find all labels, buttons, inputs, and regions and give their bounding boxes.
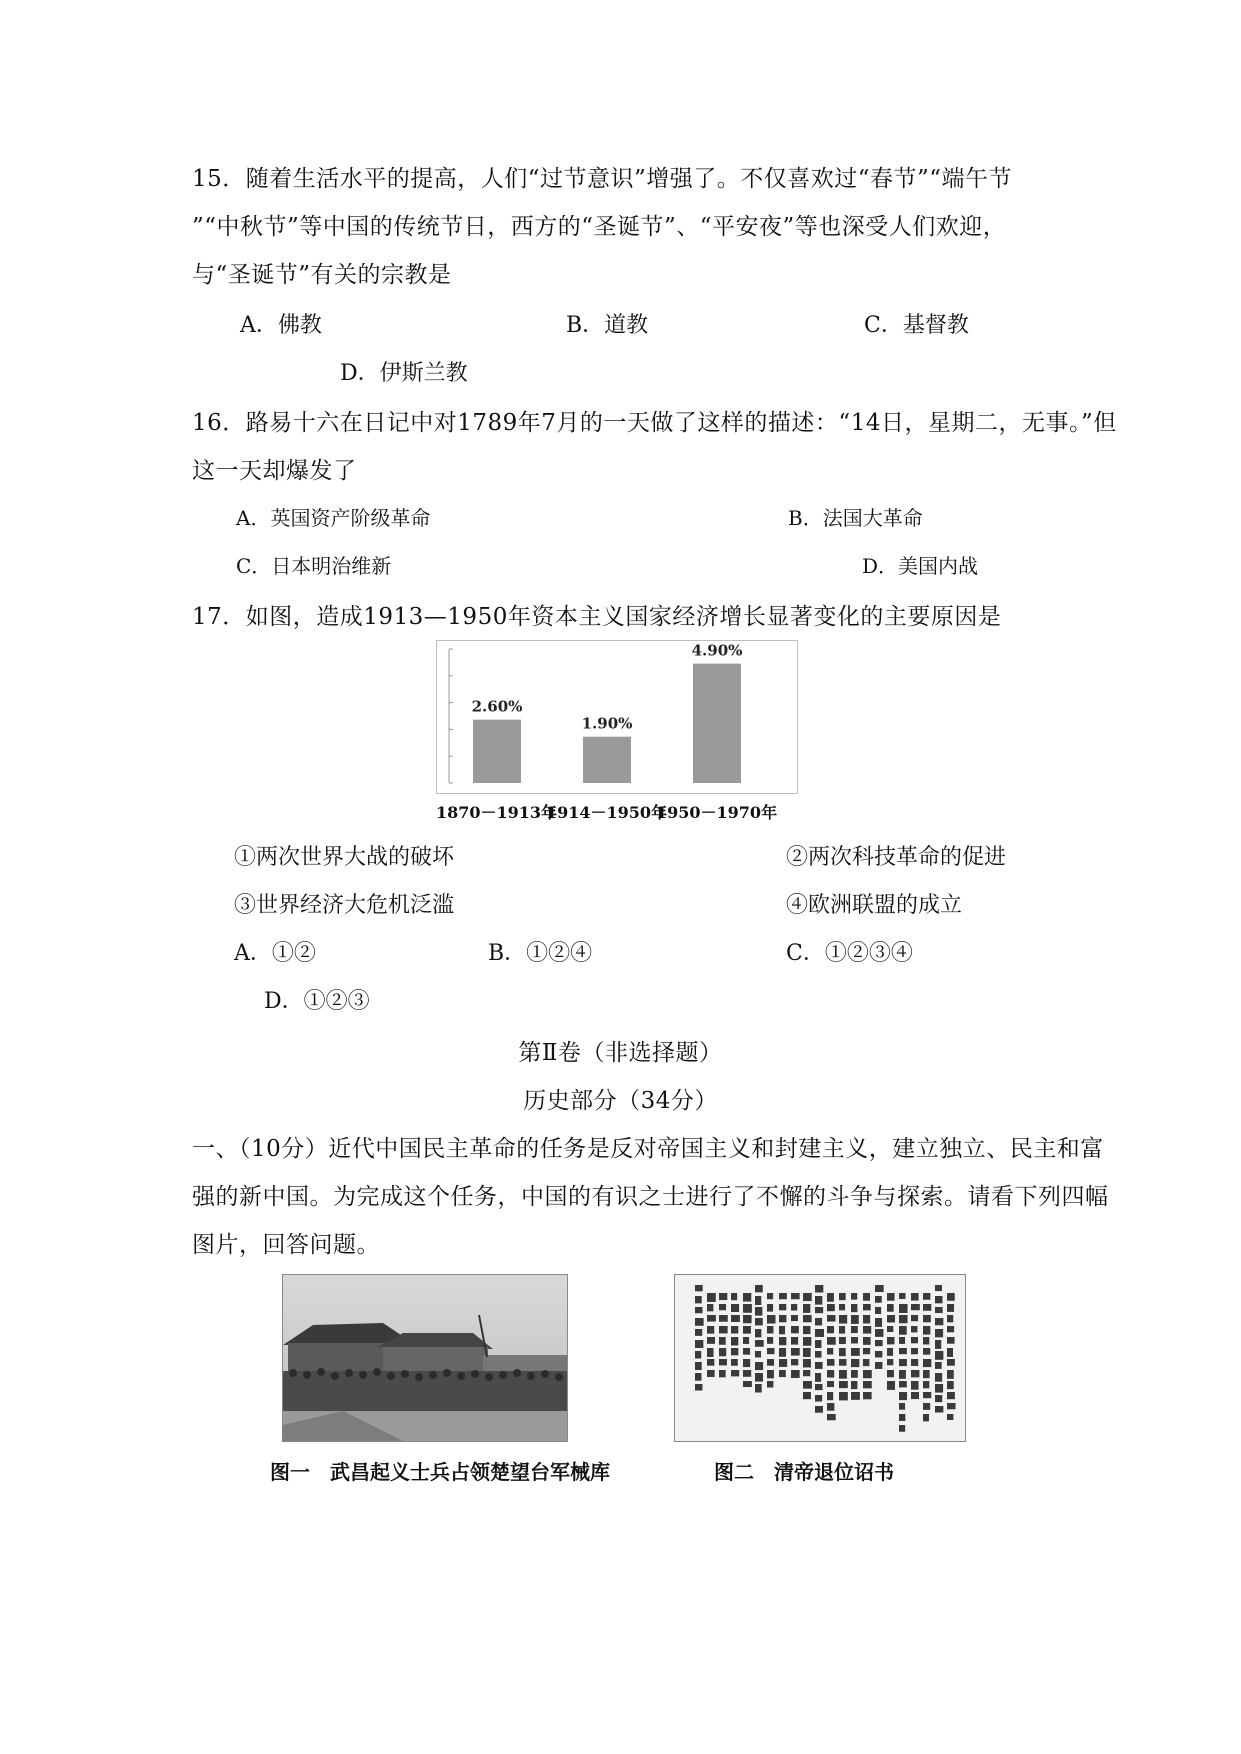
q15-option-a: A．佛教: [240, 313, 322, 338]
section-title: 第Ⅱ卷（非选择题）: [518, 1040, 723, 1066]
q17-line1: 17．如图，造成1913—1950年资本主义国家经济增长显著变化的主要原因是: [192, 604, 1002, 630]
chart-data-label: 2.60%: [471, 697, 523, 716]
q16-line2: 这一天却爆发了: [192, 458, 357, 484]
q15-line3: 与“圣诞节”有关的宗教是: [192, 262, 452, 288]
q1-line1: 一、（10分）近代中国民主革命的任务是反对帝国主义和封建主义，建立独立、民主和富: [192, 1136, 1104, 1162]
wuchang-photo-drawing: [283, 1275, 567, 1441]
q15-option-c: C．基督教: [864, 313, 969, 338]
q15-line2: ”“中秋节”等中国的传统节日，西方的“圣诞节”、“平安夜”等也深受人们欢迎，: [192, 214, 1007, 240]
figure1-caption: 图一 武昌起义士兵占领楚望台军械库: [270, 1460, 610, 1484]
q15-option-b: B．道教: [566, 313, 649, 338]
chart-data-label: 1.90%: [581, 714, 633, 733]
q17-option-d: D．①②③: [264, 989, 370, 1014]
q17-statement-1: ①两次世界大战的破坏: [234, 845, 455, 870]
chart-bar: [583, 737, 631, 783]
q17-statement-2: ②两次科技革命的促进: [786, 845, 1007, 870]
q16-option-a: A．英国资产阶级革命: [236, 506, 431, 530]
figure2-caption: 图二 清帝退位诏书: [714, 1460, 894, 1484]
abdication-edict-image: [674, 1274, 966, 1442]
chart-x-tick-label: 1870－1913年: [436, 803, 558, 822]
q17-statement-4: ④欧洲联盟的成立: [786, 893, 963, 918]
edict-drawing: [675, 1275, 965, 1441]
section-subtitle: 历史部分（34分）: [523, 1088, 718, 1114]
q16-option-c: C．日本明治维新: [236, 554, 392, 578]
chart-x-tick-label: 1950－1970年: [656, 803, 778, 822]
q17-statement-3: ③世界经济大危机泛滥: [234, 893, 455, 918]
q16-line1: 16．路易十六在日记中对1789年7月的一天做了这样的描述：“14日，星期二，无事。”但: [192, 410, 1117, 436]
growth-bar-chart: [436, 640, 798, 794]
chart-bar: [693, 664, 741, 783]
q15-line1: 15．随着生活水平的提高，人们“过节意识”增强了。不仅喜欢过“春节”“端午节: [192, 166, 1013, 192]
chart-data-label: 4.90%: [691, 641, 743, 660]
q17-option-b: B．①②④: [488, 941, 593, 966]
q1-line2: 强的新中国。为完成这个任务，中国的有识之士进行了不懈的斗争与探索。请看下列四幅: [192, 1184, 1109, 1210]
chart-svg: [437, 641, 797, 793]
q1-line3: 图片，回答问题。: [192, 1232, 380, 1258]
chart-x-tick-label: 1914－1950年: [546, 803, 668, 822]
q16-option-b: B．法国大革命: [788, 506, 923, 530]
chart-bar: [473, 720, 521, 783]
q16-option-d: D．美国内战: [862, 554, 979, 578]
q17-option-a: A．①②: [234, 941, 316, 966]
q15-option-d: D．伊斯兰教: [340, 361, 468, 386]
q17-option-c: C．①②③④: [786, 941, 913, 966]
wuchang-uprising-photo: [282, 1274, 568, 1442]
